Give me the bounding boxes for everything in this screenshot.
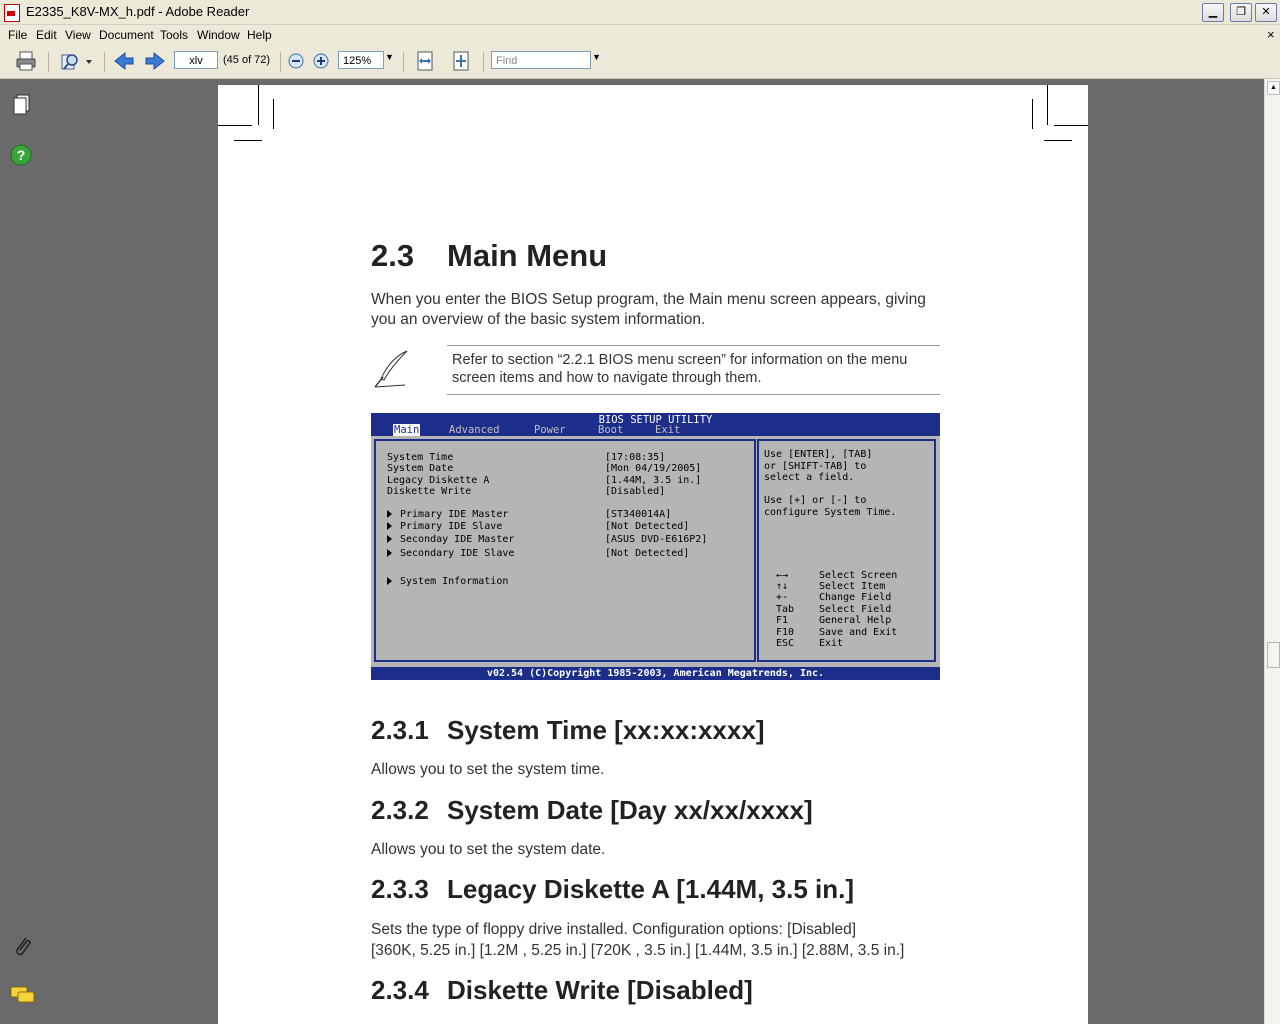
print-icon[interactable]	[15, 51, 37, 71]
bios-row-label: Seconday IDE Master	[400, 534, 515, 545]
section-title: Main Menu	[447, 238, 608, 273]
pages-icon[interactable]	[12, 94, 32, 116]
bios-row-value: [ST340014A]	[605, 509, 672, 520]
paperclip-icon[interactable]	[10, 934, 34, 960]
crop-mark	[218, 125, 252, 126]
bios-submenu-row	[387, 548, 514, 559]
find-input[interactable]: Find	[491, 51, 591, 69]
subsection-number: 2.3.3	[371, 874, 429, 904]
subsection-number: 2.3.4	[371, 975, 429, 1005]
bios-key-desc: Exit	[819, 638, 844, 649]
previous-page-icon[interactable]	[113, 51, 135, 71]
bios-row-value: [Not Detected]	[605, 548, 690, 559]
bios-main-panel	[374, 439, 756, 662]
subsection-number: 2.3.2	[371, 795, 429, 825]
subsection-body: Sets the type of floppy drive installed. Configuration options: [Disabled]	[371, 921, 857, 938]
next-page-icon[interactable]	[144, 51, 166, 71]
bios-screenshot	[371, 413, 940, 680]
subsection-title: Diskette Write [Disabled]	[447, 975, 753, 1005]
menu-file[interactable]: File	[8, 28, 28, 42]
bios-tab-boot: Boot	[598, 424, 624, 436]
fit-page-icon[interactable]	[450, 51, 472, 71]
crop-mark	[1047, 85, 1048, 125]
bios-row-label: Diskette Write	[387, 486, 472, 497]
svg-text:?: ?	[16, 147, 26, 163]
bios-tab-main: Main	[394, 424, 420, 436]
zoom-in-icon[interactable]	[311, 51, 333, 71]
section-number: 2.3	[371, 238, 415, 273]
toolbar-separator	[403, 52, 404, 72]
toolbar-separator	[483, 52, 484, 72]
menu-edit[interactable]: Edit	[36, 28, 57, 42]
bios-footer: v02.54 (C)Copyright 1985-2003, American Megatrends, Inc.	[371, 667, 940, 680]
submenu-arrow-icon	[387, 535, 392, 543]
crop-mark	[1054, 125, 1088, 126]
submenu-arrow-icon	[387, 522, 392, 530]
menu-help[interactable]: Help	[247, 28, 272, 42]
close-button[interactable]: ✕	[1255, 3, 1277, 22]
zoom-out-icon[interactable]	[286, 51, 308, 71]
scroll-up-arrow-icon[interactable]: ▲	[1267, 81, 1280, 95]
minimize-button[interactable]: ▁	[1202, 3, 1224, 22]
page-number-input[interactable]: xlv	[174, 51, 218, 69]
vertical-scrollbar[interactable]	[1264, 79, 1280, 1024]
subsection-heading	[371, 715, 764, 746]
help-icon[interactable]	[10, 144, 32, 166]
crop-mark	[234, 140, 262, 141]
find-dropdown-icon[interactable]: ▼	[592, 52, 601, 62]
toolbar-separator	[104, 52, 105, 72]
bios-row-value: [1.44M, 3.5 in.]	[605, 475, 702, 486]
navigation-pane	[0, 79, 44, 1024]
crop-mark	[1044, 140, 1072, 141]
crop-mark	[258, 85, 259, 125]
bios-tab-advanced: Advanced	[449, 424, 500, 436]
title-bar	[0, 0, 1280, 25]
bios-title: BIOS SETUP UTILITY	[598, 414, 713, 426]
subsection-title: System Date [Day xx/xx/xxxx]	[447, 795, 813, 825]
crop-mark	[1032, 99, 1033, 129]
bios-key-desc: Select Screen	[819, 570, 898, 581]
menu-window[interactable]: Window	[197, 28, 240, 42]
comments-icon[interactable]	[10, 984, 36, 1006]
bios-row-label: System Information	[400, 576, 509, 587]
subsection-title: System Time [xx:xx:xxxx]	[447, 715, 765, 745]
crop-mark	[273, 99, 274, 129]
zoom-dropdown-icon[interactable]: ▼	[385, 52, 394, 62]
bios-row-label: Primary IDE Slave	[400, 521, 503, 532]
bios-row-value: [ASUS DVD-E616P2]	[605, 534, 708, 545]
intro-paragraph: When you enter the BIOS Setup program, the Main menu screen appears, giving you an overview of the basic system information.	[371, 291, 926, 328]
scroll-thumb[interactable]	[1267, 642, 1280, 668]
bios-row-value: [17:08:35]	[605, 452, 666, 463]
menu-bar	[0, 25, 1280, 45]
menu-document[interactable]: Document	[99, 28, 154, 42]
bios-row-label: Primary IDE Master	[400, 509, 509, 520]
bios-key: ESC	[776, 638, 795, 649]
submenu-arrow-icon	[387, 549, 392, 557]
bios-row-label: Secondary IDE Slave	[400, 548, 515, 559]
bios-row-label: Legacy Diskette A	[387, 475, 490, 486]
bios-key: F10	[776, 627, 795, 638]
bios-submenu-row	[387, 534, 514, 545]
bios-submenu-row	[387, 521, 502, 532]
menu-view[interactable]: View	[65, 28, 91, 42]
bios-help-panel	[757, 439, 936, 662]
bios-key: F1	[776, 615, 789, 626]
bios-help-line: select a field.	[764, 472, 855, 483]
page-count: (45 of 72)	[223, 54, 271, 66]
toolbar	[0, 45, 1280, 79]
window-title: E2335_K8V-MX_h.pdf - Adobe Reader	[26, 4, 250, 19]
bios-key-desc: Save and Exit	[819, 627, 898, 638]
fit-width-icon[interactable]	[414, 51, 436, 71]
bios-key-desc: Change Field	[819, 592, 892, 603]
bios-key: ↑↓	[776, 581, 789, 592]
search-documents-icon[interactable]	[58, 51, 94, 71]
subsection-body: Allows you to set the system time.	[371, 761, 605, 778]
bios-help-line: or [SHIFT-TAB] to	[764, 461, 867, 472]
subsection-body: [360K, 5.25 in.] [1.2M , 5.25 in.] [720K , 3.5 in.] [1.44M, 3.5 in.] [2.88M, 3.5 in.]	[371, 942, 905, 959]
subsection-title: Legacy Diskette A [1.44M, 3.5 in.]	[447, 874, 854, 904]
submenu-arrow-icon	[387, 510, 392, 518]
bios-header	[371, 413, 940, 436]
bios-tab-power: Power	[534, 424, 566, 436]
bios-help-line: Use [ENTER], [TAB]	[764, 449, 873, 460]
bios-submenu-row	[387, 509, 508, 520]
subsection-heading	[371, 975, 753, 1006]
bios-key-desc: General Help	[819, 615, 892, 626]
bios-help-line: Use [+] or [-] to	[764, 495, 867, 506]
restore-button[interactable]: ❐	[1230, 3, 1252, 22]
bios-row-label: System Time	[387, 452, 454, 463]
bios-row-label: System Date	[387, 463, 454, 474]
bios-row-value: [Disabled]	[605, 486, 666, 497]
toolbar-separator	[280, 52, 281, 72]
zoom-level-input[interactable]: 125%	[338, 51, 384, 69]
bios-key-desc: Select Item	[819, 581, 886, 592]
bios-key: +-	[776, 592, 789, 603]
subsection-heading	[371, 874, 854, 905]
subsection-number: 2.3.1	[371, 715, 429, 745]
bios-tab-exit: Exit	[655, 424, 681, 436]
bios-row-value: [Not Detected]	[605, 521, 690, 532]
bios-key-desc: Select Field	[819, 604, 892, 615]
bios-key: ←→	[776, 570, 789, 581]
submenu-arrow-icon	[387, 577, 392, 585]
document-close-icon[interactable]: ×	[1267, 27, 1275, 42]
pdf-app-icon	[4, 4, 20, 22]
bios-submenu-row	[387, 576, 508, 587]
menu-tools[interactable]: Tools	[160, 28, 189, 42]
pdf-page	[218, 85, 1088, 1024]
note-box: Refer to section “2.2.1 BIOS menu screen” for information on the menu screen items and how to navigate through them.	[447, 345, 940, 395]
bios-help-line: configure System Time.	[764, 507, 897, 518]
bios-row-value: [Mon 04/19/2005]	[605, 463, 702, 474]
section-heading	[371, 238, 607, 274]
subsection-body: Allows you to set the system date.	[371, 841, 606, 858]
bios-key: Tab	[776, 604, 795, 615]
subsection-heading	[371, 795, 813, 826]
note-quill-icon	[371, 349, 411, 389]
toolbar-separator	[48, 52, 49, 72]
